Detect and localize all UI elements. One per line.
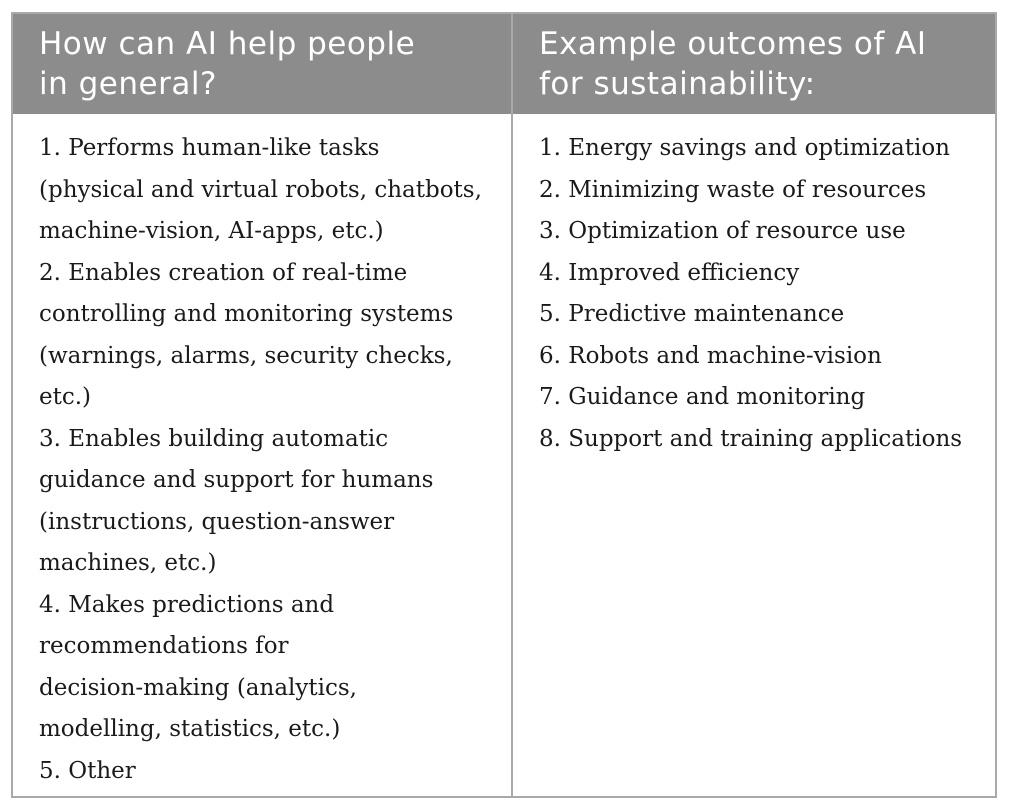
list-item: 4. Improved efficiency (539, 259, 800, 286)
ai-help-list (39, 128, 509, 792)
list-item: 5. Other (39, 757, 136, 784)
list-item: etc.) (39, 384, 92, 410)
list-item: 4. Makes predictions and (39, 591, 335, 618)
list-item: 5. Predictive maintenance (539, 301, 845, 327)
column-divider (511, 14, 513, 796)
list-item: 3. Optimization of resource use (539, 218, 906, 244)
list-item: recommendations for (39, 633, 289, 659)
list-item: controlling and monitoring systems (39, 301, 454, 327)
header-cell-ai-help (39, 24, 499, 104)
list-item: 6. Robots and machine-vision (539, 342, 882, 369)
table-header-row (13, 14, 995, 114)
list-item: 7. Guidance and monitoring (539, 384, 866, 410)
comparison-table (11, 12, 997, 798)
list-item: 2. Enables creation of real-time (39, 259, 408, 286)
list-item: (physical and virtual robots, chatbots, (39, 176, 482, 203)
sustainability-outcomes-list (539, 128, 991, 460)
list-item: (warnings, alarms, security checks, (39, 342, 453, 369)
list-item: machines, etc.) (39, 550, 217, 576)
header-line: Example outcomes of AI (539, 26, 927, 62)
header-cell-outcomes (539, 24, 991, 104)
list-item: machine-vision, AI-apps, etc.) (39, 218, 384, 244)
header-line: in general? (39, 66, 217, 102)
header-line: for sustainability: (539, 66, 816, 102)
header-line: How can AI help people (39, 26, 416, 62)
list-item: 3. Enables building automatic (39, 425, 389, 452)
list-item: modelling, statistics, etc.) (39, 716, 341, 742)
list-item: 2. Minimizing waste of resources (539, 176, 927, 203)
list-item: 1. Performs human-like tasks (39, 135, 380, 161)
list-item: 1. Energy savings and optimization (539, 135, 950, 161)
list-item: guidance and support for humans (39, 467, 434, 493)
list-item: decision-making (analytics, (39, 674, 357, 701)
list-item: 8. Support and training applications (539, 425, 963, 452)
list-item: (instructions, question-answer (39, 508, 395, 535)
